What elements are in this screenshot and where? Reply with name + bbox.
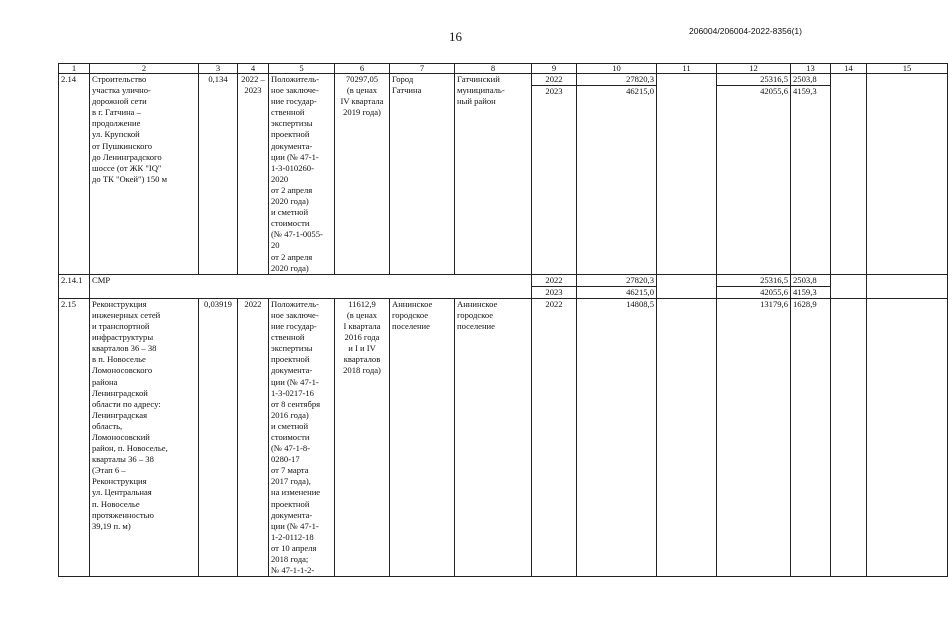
column-11 (657, 74, 717, 275)
text-line: ный район (457, 96, 496, 107)
text-line: экспертизы (271, 343, 313, 354)
text-line: инженерных сетей (92, 309, 161, 320)
text-line: городское (457, 309, 494, 320)
sub-row-value: 2503,8 (791, 275, 830, 287)
amount-local (791, 74, 831, 275)
text-line: стоимости (271, 218, 310, 229)
text-line: 39,19 п. м) (92, 520, 131, 531)
amount-total (577, 74, 657, 275)
text-line: 2016 года) (271, 409, 309, 420)
column-15 (867, 74, 948, 275)
text-line: ственной (271, 107, 305, 118)
text-line: (в ценах (346, 85, 378, 96)
column-header-15: 15 (867, 64, 948, 74)
text-line: на изменение (271, 487, 321, 498)
text-line: 1-2-0112-18 (271, 531, 314, 542)
column-11 (657, 274, 717, 298)
text-line: и сметной (271, 420, 309, 431)
sub-row-value: 46215,0 (626, 86, 654, 97)
years-cell (532, 74, 577, 275)
column-header-4: 4 (238, 64, 269, 74)
text-line: 2022 – (241, 74, 265, 84)
text-line: протяженностью (92, 509, 154, 520)
text-line: Ленинградская (92, 409, 148, 420)
text-line: 70297,05 (345, 74, 379, 84)
text-line: района (92, 376, 118, 387)
sub-row-value: 4159,3 (793, 286, 817, 297)
text-line: 20 (271, 240, 280, 251)
estimated-cost (335, 298, 390, 576)
sub-row-value: 25316,5 (717, 275, 790, 287)
column-header-14: 14 (831, 64, 867, 74)
table-row (59, 298, 948, 576)
document-id: 206004/206004-2022-8356(1) (689, 26, 802, 36)
column-header-7: 7 (390, 64, 455, 74)
text-line: ние государ- (271, 321, 317, 332)
text-line: ции (№ 47-1- (271, 520, 319, 531)
capacity-value: 0,03919 (199, 298, 238, 576)
page-number: 16 (449, 29, 462, 44)
text-line: ции (№ 47-1- (271, 376, 319, 387)
text-line: до Ленинградского (92, 151, 162, 162)
column-14 (831, 274, 867, 298)
text-line: 2020 года) (271, 196, 309, 207)
text-line: продолжение (92, 118, 141, 129)
text-line: 11612,9 (348, 298, 376, 309)
text-line: № 47-1-1-2- (271, 565, 315, 576)
sub-row-value: 2503,8 (791, 74, 830, 86)
text-line: инфраструктуры (92, 332, 154, 343)
text-line: документа- (271, 140, 313, 151)
text-line: ное заключе- (271, 309, 319, 320)
text-line: Ломоносовский (92, 432, 150, 442)
text-line: поселение (392, 321, 430, 332)
text-line: (№ 47-1-8- (271, 443, 310, 454)
column-header-5: 5 (269, 64, 335, 74)
text-line: проектной (271, 498, 310, 509)
years-cell (532, 274, 577, 298)
object-name (90, 74, 199, 275)
text-line: и сметной (271, 207, 309, 218)
text-line: в п. Новоселье (92, 354, 146, 365)
text-line: и I и IV (348, 343, 376, 354)
capacity-value: 0,134 (199, 74, 238, 275)
text-line: 0280-17 (271, 454, 300, 465)
expertise-conclusion (269, 74, 335, 275)
amount-regional (717, 74, 791, 275)
text-line: 2023 (244, 85, 262, 96)
text-line: (№ 47-1-0055- (271, 229, 323, 240)
column-number-row (59, 64, 948, 74)
text-line: 1-3-010260- (271, 162, 314, 173)
text-line: ное заключе- (271, 85, 319, 96)
text-line: Город (392, 74, 414, 84)
location (390, 74, 455, 275)
text-line: I квартала (343, 321, 381, 332)
amount-local (791, 274, 831, 298)
text-line: 2018 года) (343, 365, 381, 376)
column-header-3: 3 (199, 64, 238, 74)
column-header-6: 6 (335, 64, 390, 74)
amount-total (577, 274, 657, 298)
municipality (455, 74, 532, 275)
text-line: экспертизы (271, 118, 313, 129)
text-line: в г. Гатчина – (92, 107, 141, 118)
text-line: Аннинское (392, 298, 433, 309)
text-line: Строительство (92, 74, 147, 84)
text-line: Реконструкция (92, 476, 147, 487)
text-line: ние государ- (271, 96, 317, 107)
location (390, 298, 455, 576)
column-14 (831, 298, 867, 576)
text-line: Ломоносовского (92, 365, 153, 376)
row-number: 2.15 (59, 298, 90, 576)
text-line: район, п. Новоселье, (92, 443, 168, 454)
amount-regional (717, 274, 791, 298)
text-line: п. Новоселье (92, 498, 140, 509)
text-line: 2020 года) (271, 262, 309, 273)
text-line: кварталов (343, 354, 381, 365)
text-line: от 2 апреля (271, 184, 313, 195)
text-line: 2017 года), (271, 476, 311, 487)
row-number: 2.14.1 (59, 274, 90, 298)
text-line: область, (92, 420, 123, 431)
column-header-8: 8 (455, 64, 532, 74)
text-line: дорожной сети (92, 96, 147, 107)
text-line: городское (392, 309, 429, 320)
program-table (58, 63, 948, 577)
text-line: Положитель- (271, 74, 319, 84)
column-11 (657, 298, 717, 576)
text-line: от 7 марта (271, 465, 309, 476)
text-line: 1-3-0217-16 (271, 387, 314, 398)
text-line: проектной (271, 354, 310, 365)
text-line: и транспортной (92, 321, 150, 332)
table-row (59, 74, 948, 275)
sub-row-value: 27820,3 (577, 74, 656, 86)
sub-row-value: 2022 (532, 74, 576, 86)
text-line: документа- (271, 509, 313, 520)
column-15 (867, 274, 948, 298)
text-line: области по адресу: (92, 398, 161, 409)
sub-row-value: 2023 (545, 86, 563, 97)
period-value (238, 74, 269, 275)
text-line: (Этап 6 – (92, 465, 126, 476)
text-line: от 2 апреля (271, 251, 313, 262)
estimated-cost (335, 74, 390, 275)
sub-row-value: 27820,3 (577, 275, 656, 287)
text-line: документа- (271, 365, 313, 376)
sub-row-value: 4159,3 (793, 86, 817, 97)
sub-row-value: 42055,6 (760, 86, 788, 97)
text-line: Ленинградской (92, 387, 148, 398)
column-15 (867, 298, 948, 576)
text-line: муниципаль- (457, 85, 505, 96)
text-line: ции (№ 47-1- (271, 151, 319, 162)
text-line: шоссе (от ЖК "IQ" (92, 162, 162, 173)
text-line: до ТК "Окей") 150 м (92, 173, 168, 184)
text-line: участка улично- (92, 85, 151, 96)
text-line: Гатчинский (457, 74, 500, 84)
object-name (90, 298, 199, 576)
text-line: ул. Крупской (92, 129, 140, 140)
text-line: поселение (457, 321, 495, 332)
object-name: СМР (90, 274, 532, 298)
municipality (455, 298, 532, 576)
text-line: от Пушкинского (92, 140, 153, 151)
amount-total: 14808,5 (577, 298, 657, 576)
text-line: 2020 (271, 173, 289, 184)
sub-row-value: 42055,6 (760, 286, 788, 297)
text-line: проектной (271, 129, 310, 140)
column-header-13: 13 (791, 64, 831, 74)
text-line: (в ценах (346, 309, 378, 320)
row-number: 2.14 (59, 74, 90, 275)
text-line: 2018 года; (271, 554, 309, 565)
amount-local: 1628,9 (791, 298, 831, 576)
text-line: стоимости (271, 432, 310, 442)
column-14 (831, 74, 867, 275)
column-header-10: 10 (577, 64, 657, 74)
amount-regional: 13179,6 (717, 298, 791, 576)
column-header-1: 1 (59, 64, 90, 74)
sub-row-value: 25316,5 (717, 74, 790, 86)
column-header-2: 2 (90, 64, 199, 74)
text-line: Реконструкция (92, 298, 147, 309)
text-line: ул. Центральная (92, 487, 152, 498)
period-value: 2022 (238, 298, 269, 576)
years-cell: 2022 (532, 298, 577, 576)
text-line: 2019 года) (343, 107, 381, 118)
expertise-conclusion (269, 298, 335, 576)
text-line: от 10 апреля (271, 542, 317, 553)
text-line: кварталов 36 – 38 (92, 343, 157, 354)
table-row (59, 274, 948, 298)
text-line: ственной (271, 332, 305, 343)
text-line: от 8 сентября (271, 398, 321, 409)
text-line: Аннинское (457, 298, 498, 309)
sub-row-value: 2023 (545, 286, 563, 297)
column-header-11: 11 (657, 64, 717, 74)
column-header-9: 9 (532, 64, 577, 74)
sub-row-value: 2022 (532, 275, 576, 287)
text-line: IV квартала (340, 96, 384, 107)
text-line: кварталы 36 – 38 (92, 454, 154, 465)
column-header-12: 12 (717, 64, 791, 74)
text-line: Положитель- (271, 298, 319, 309)
text-line: Гатчина (392, 85, 422, 96)
sub-row-value: 46215,0 (626, 286, 654, 297)
text-line: 2016 года (344, 332, 380, 343)
